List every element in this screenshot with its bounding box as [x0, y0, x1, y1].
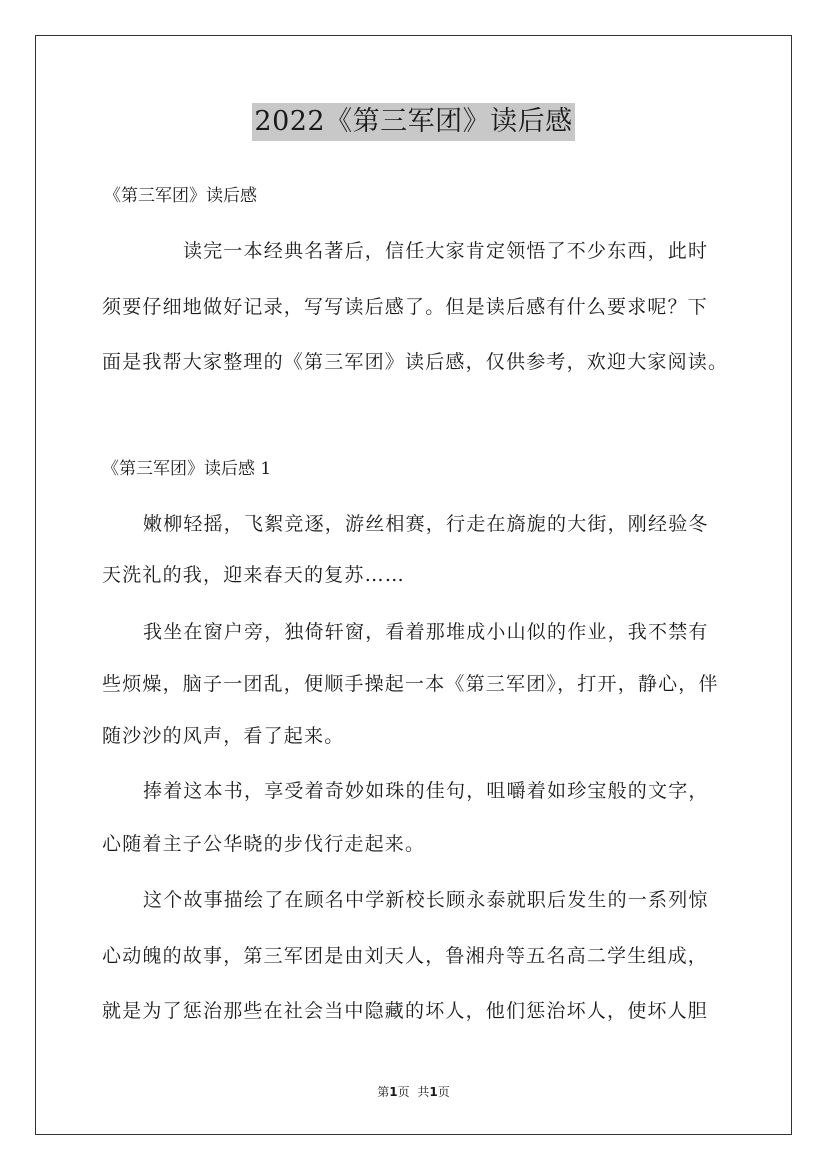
footer-total-number: 1 [429, 1085, 438, 1099]
paragraph-line: 嫩柳轻摇，飞絮竞逐，游丝相赛，行走在旖旎的大街，刚经验冬 [143, 513, 709, 535]
document-title: 2022《第三军团》读后感 [252, 103, 574, 141]
intro-line: 须要仔细地做好记录，写写读后感了。但是读后感有什么要求呢？下 [102, 296, 709, 318]
footer-page-prefix: 第 [377, 1085, 390, 1099]
paragraph-line: 这个故事描绘了在顾名中学新校长顾永泰就职后发生的一系列惊 [143, 889, 709, 911]
paragraph-line: 心随着主子公华晓的步伐行走起来。 [102, 833, 426, 855]
footer-total-prefix: 共 [417, 1085, 430, 1099]
footer-total-suffix: 页 [437, 1085, 450, 1099]
section-heading: 《第三军团》读后感 1 [102, 459, 272, 479]
paragraph-line: 就是为了惩治那些在社会当中隐藏的坏人，他们惩治坏人，使坏人胆 [102, 1000, 709, 1022]
document-title-wrapper [0, 103, 827, 141]
intro-line: 面是我帮大家整理的《第三军团》读后感，仅供参考，欢迎大家阅读。 [102, 351, 729, 373]
page-footer [0, 1083, 827, 1100]
footer-page-number: 1 [389, 1085, 398, 1099]
paragraph-line: 捧着这本书，享受着奇妙如珠的佳句，咀嚼着如珍宝般的文字， [143, 780, 709, 802]
paragraph-line: 随沙沙的风声，看了起来。 [102, 725, 345, 747]
paragraph-line: 心动魄的故事，第三军团是由刘天人，鲁湘舟等五名高二学生组成， [102, 945, 709, 967]
paragraph-line: 我坐在窗户旁，独倚轩窗，看着那堆成小山似的作业，我不禁有 [143, 621, 709, 643]
footer-page-suffix: 页 [397, 1085, 410, 1099]
document-subtitle: 《第三军团》读后感 [104, 186, 257, 206]
paragraph-line: 些烦燥，脑子一团乱，便顺手操起一本《第三军团》，打开，静心，伴 [102, 673, 719, 695]
intro-line: 读完一本经典名著后，信任大家肯定领悟了不少东西，此时 [183, 240, 709, 262]
paragraph-line: 天洗礼的我，迎来春天的复苏…… [102, 564, 406, 586]
